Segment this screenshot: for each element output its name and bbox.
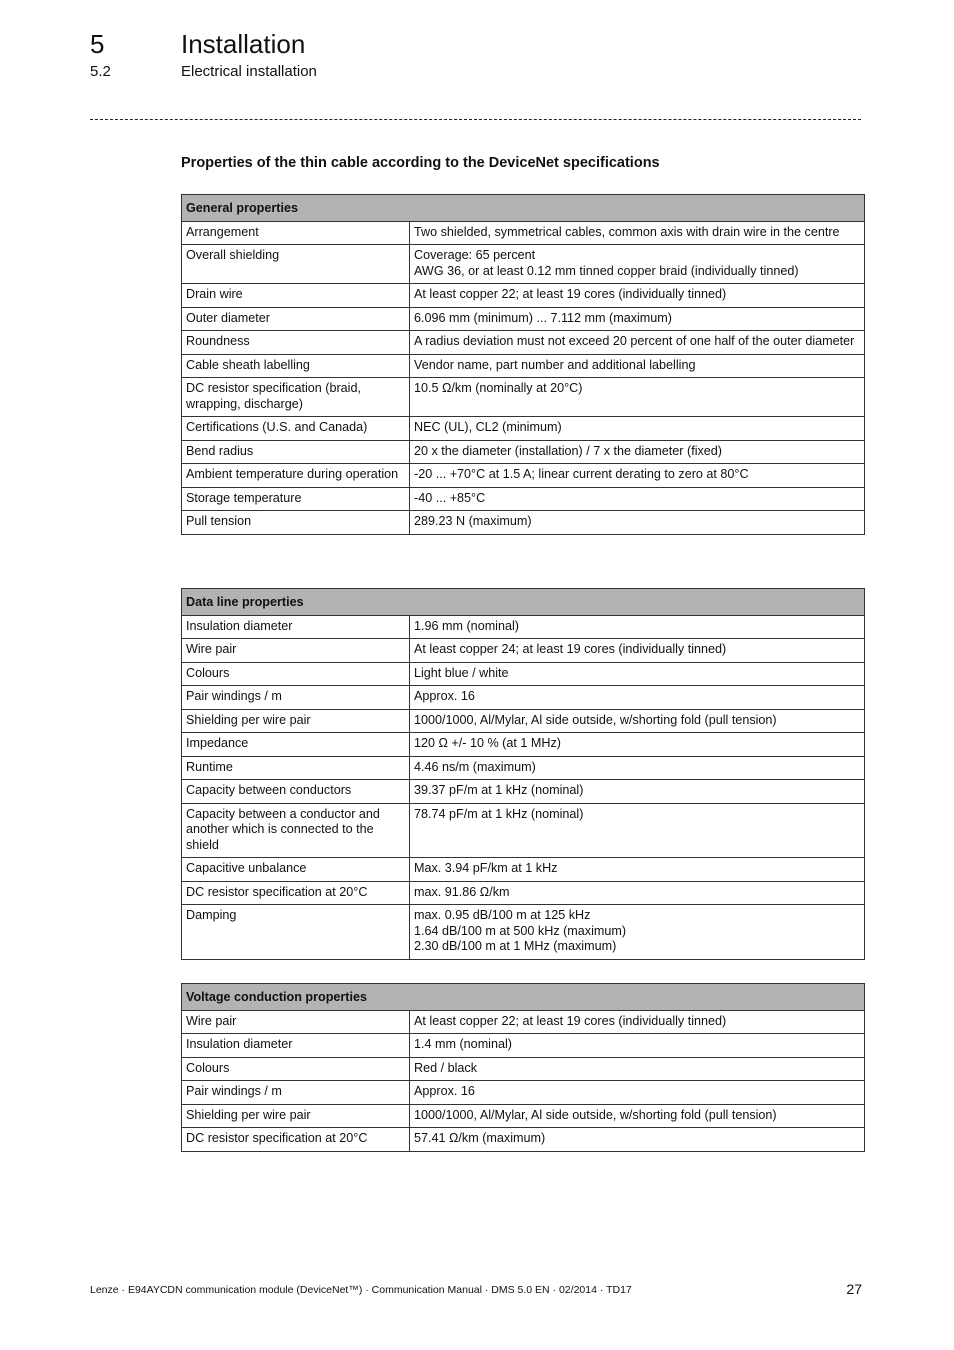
property-value (410, 803, 865, 858)
table-row (182, 487, 865, 511)
table-header-row (182, 195, 865, 222)
table-row (182, 1128, 865, 1152)
table-row (182, 221, 865, 245)
property-value (410, 1034, 865, 1058)
table-row (182, 464, 865, 488)
property-value (410, 615, 865, 639)
property-value (410, 780, 865, 804)
property-value (410, 464, 865, 488)
property-label: Colours (182, 1057, 410, 1081)
property-value (410, 1128, 865, 1152)
property-label: Damping (182, 905, 410, 960)
property-value (410, 354, 865, 378)
property-value-line: Two shielded, symmetrical cables, common axis with drain wire in the centre (414, 224, 840, 239)
property-label: Insulation diameter (182, 615, 410, 639)
property-value (410, 858, 865, 882)
table-row (182, 686, 865, 710)
property-label: DC resistor specification at 20°C (182, 881, 410, 905)
table-row (182, 756, 865, 780)
property-value-line: Vendor name, part number and additional labelling (414, 357, 696, 372)
table-row (182, 803, 865, 858)
table-row (182, 881, 865, 905)
property-value (410, 378, 865, 417)
page-number: 27 (846, 1281, 862, 1297)
property-value-line: 4.46 ns/m (maximum) (414, 759, 536, 774)
property-value-line: Red / black (414, 1060, 477, 1075)
property-value (410, 511, 865, 535)
property-value (410, 905, 865, 960)
table-title: Data line properties (182, 589, 865, 616)
table-title: Voltage conduction properties (182, 984, 865, 1011)
property-value-line: Max. 3.94 pF/km at 1 kHz (414, 861, 558, 875)
property-label: Outer diameter (182, 307, 410, 331)
property-value-line: 120 Ω +/- 10 % (at 1 MHz) (414, 736, 561, 750)
table-header-row (182, 589, 865, 616)
property-value-line: 20 x the diameter (installation) / 7 x the diameter (fixed) (414, 443, 722, 458)
property-label: DC resistor specification at 20°C (182, 1128, 410, 1152)
property-label: Shielding per wire pair (182, 1104, 410, 1128)
chapter-title: Installation (181, 29, 306, 59)
property-value (410, 307, 865, 331)
table-row (182, 662, 865, 686)
property-value-line: 2.30 dB/100 m at 1 MHz (maximum) (414, 939, 617, 953)
property-value-line: 10.5 Ω/km (nominally at 20°C) (414, 381, 583, 395)
property-label: Roundness (182, 331, 410, 355)
table-row (182, 709, 865, 733)
property-value (410, 733, 865, 757)
property-label: Storage temperature (182, 487, 410, 511)
voltage-conduction-properties-table (181, 983, 865, 1152)
property-label: Bend radius (182, 440, 410, 464)
property-value-line: Light blue / white (414, 665, 509, 680)
property-label: Colours (182, 662, 410, 686)
property-label: Overall shielding (182, 245, 410, 284)
property-value (410, 245, 865, 284)
property-value (410, 686, 865, 710)
property-value-line: -20 ... +70°C at 1.5 A; linear current derating to zero at 80°C (414, 467, 749, 481)
table-row (182, 615, 865, 639)
property-value-line: Approx. 16 (414, 689, 475, 703)
property-value-line: max. 91.86 Ω/km (414, 884, 510, 899)
property-value-line: A radius deviation must not exceed 20 percent of one half of the outer diameter (414, 334, 855, 348)
property-value (410, 709, 865, 733)
property-label: Certifications (U.S. and Canada) (182, 417, 410, 441)
table-title: General properties (182, 195, 865, 222)
section-number: 5.2 (90, 63, 111, 80)
property-value (410, 662, 865, 686)
property-label: Runtime (182, 756, 410, 780)
property-value-line: 57.41 Ω/km (maximum) (414, 1131, 546, 1145)
property-label: Pair windings / m (182, 686, 410, 710)
property-label: Ambient temperature during operation (182, 464, 410, 488)
property-value (410, 756, 865, 780)
property-value-line: 1.96 mm (nominal) (414, 618, 519, 633)
property-value (410, 284, 865, 308)
property-value-line: 1.4 mm (nominal) (414, 1037, 512, 1051)
property-value (410, 639, 865, 663)
property-value-line: AWG 36, or at least 0.12 mm tinned copper braid (individually tinned) (414, 263, 799, 278)
property-value (410, 1104, 865, 1128)
property-value-line: 1.64 dB/100 m at 500 kHz (maximum) (414, 923, 627, 938)
table-row (182, 245, 865, 284)
property-label: Capacity between conductors (182, 780, 410, 804)
property-value-line: 1000/1000, Al/Mylar, Al side outside, w/shorting fold (pull tension) (414, 1107, 777, 1122)
property-value-line: 6.096 mm (minimum) ... 7.112 mm (maximum) (414, 310, 672, 325)
property-label: Impedance (182, 733, 410, 757)
table-row (182, 1104, 865, 1128)
property-label: Wire pair (182, 639, 410, 663)
table-row (182, 284, 865, 308)
property-value-line: At least copper 24; at least 19 cores (individually tinned) (414, 642, 727, 656)
property-value-line: 78.74 pF/m at 1 kHz (nominal) (414, 806, 584, 821)
property-value-line: Approx. 16 (414, 1084, 475, 1098)
table-row (182, 639, 865, 663)
property-label: Wire pair (182, 1010, 410, 1034)
table-row (182, 905, 865, 960)
property-value (410, 440, 865, 464)
general-properties-table (181, 194, 865, 535)
property-value-line: Coverage: 65 percent (414, 248, 536, 262)
chapter-number: 5 (90, 29, 105, 59)
table-row (182, 378, 865, 417)
table-row (182, 354, 865, 378)
property-value (410, 221, 865, 245)
property-value (410, 417, 865, 441)
table-row (182, 1081, 865, 1105)
property-label: Pull tension (182, 511, 410, 535)
property-label: Pair windings / m (182, 1081, 410, 1105)
property-label: Drain wire (182, 284, 410, 308)
property-value-line: At least copper 22; at least 19 cores (individually tinned) (414, 287, 727, 301)
property-label: DC resistor specification (braid, wrapping, discharge) (182, 378, 410, 417)
property-label: Cable sheath labelling (182, 354, 410, 378)
table-row (182, 1034, 865, 1058)
table-row (182, 1057, 865, 1081)
table-row (182, 780, 865, 804)
table-row (182, 733, 865, 757)
property-value-line: At least copper 22; at least 19 cores (individually tinned) (414, 1013, 727, 1028)
property-value (410, 1057, 865, 1081)
property-value (410, 881, 865, 905)
table-row (182, 440, 865, 464)
table-header-row (182, 984, 865, 1011)
property-value-line: 289.23 N (maximum) (414, 514, 532, 528)
table-row (182, 417, 865, 441)
table-row (182, 331, 865, 355)
section-title: Electrical installation (181, 63, 317, 80)
property-value-line: 1000/1000, Al/Mylar, Al side outside, w/shorting fold (pull tension) (414, 712, 777, 727)
property-value-line: 39.37 pF/m at 1 kHz (nominal) (414, 783, 584, 797)
property-value (410, 1010, 865, 1034)
section-heading: Properties of the thin cable according to the DeviceNet specifications (181, 155, 660, 171)
property-label: Arrangement (182, 221, 410, 245)
table-row (182, 511, 865, 535)
property-label: Capacity between a conductor and another which is connected to the shield (182, 803, 410, 858)
property-label: Insulation diameter (182, 1034, 410, 1058)
data-line-properties-table (181, 588, 865, 960)
property-label: Shielding per wire pair (182, 709, 410, 733)
property-value (410, 1081, 865, 1105)
property-value (410, 487, 865, 511)
dashed-divider (90, 119, 861, 120)
property-value-line: -40 ... +85°C (414, 490, 486, 505)
table-row (182, 1010, 865, 1034)
property-value (410, 331, 865, 355)
property-label: Capacitive unbalance (182, 858, 410, 882)
table-row (182, 858, 865, 882)
property-value-line: NEC (UL), CL2 (minimum) (414, 420, 562, 434)
table-row (182, 307, 865, 331)
footer-text: Lenze · E94AYCDN communication module (DeviceNet™) · Communication Manual · DMS 5.0 EN · 02/2014 · TD17 (90, 1284, 632, 1296)
property-value-line: max. 0.95 dB/100 m at 125 kHz (414, 908, 591, 922)
